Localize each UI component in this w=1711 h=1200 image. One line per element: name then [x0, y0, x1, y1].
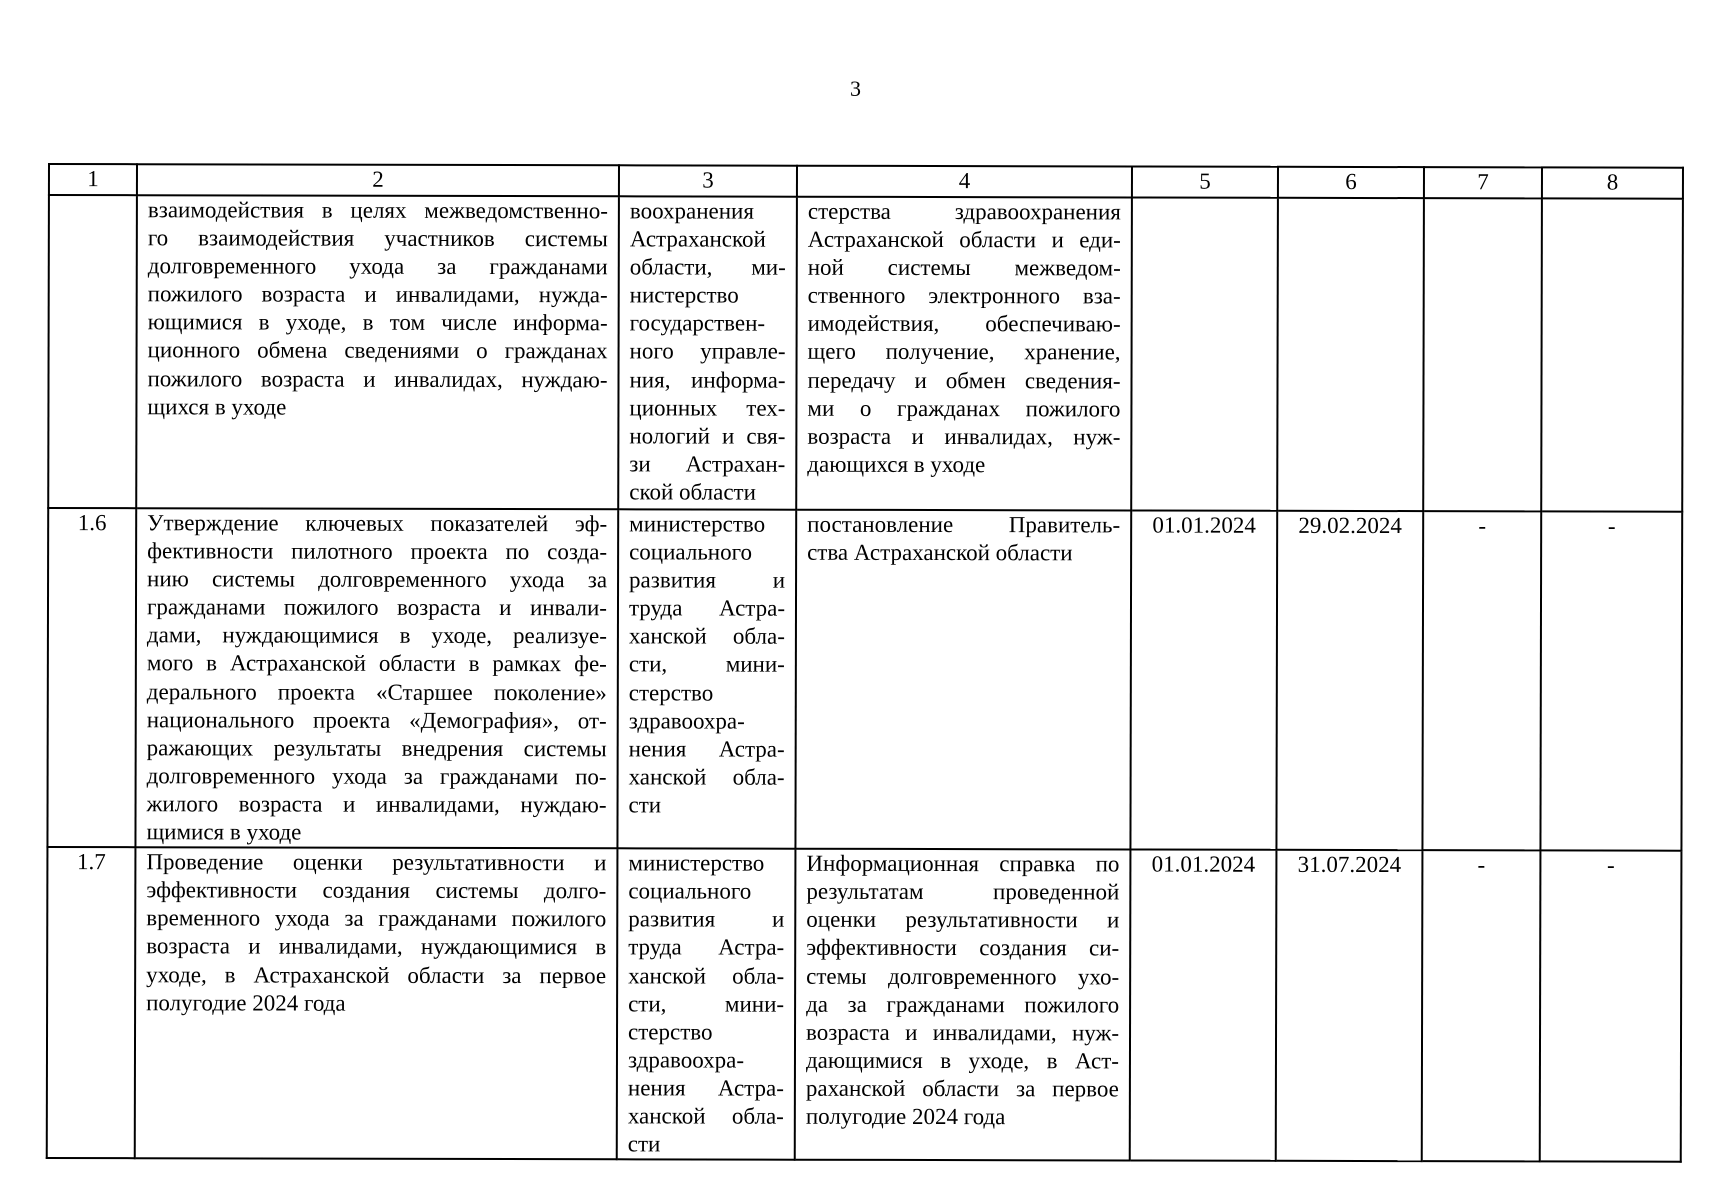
text-line: да за гражданами пожилого	[806, 991, 1120, 1018]
text-line: эффективности создания си-	[806, 935, 1120, 961]
text-line: полугодие 2024 года	[146, 989, 346, 1016]
cont-description-cell	[136, 195, 619, 509]
cont-number-cell	[48, 195, 137, 508]
cont-responsible-text	[629, 197, 786, 506]
text-line: стерство	[628, 1019, 713, 1045]
text-line: гражданами пожилого возраста и инвали-	[146, 594, 608, 621]
row-description-text	[146, 509, 607, 847]
cont-end-date-cell	[1277, 198, 1424, 511]
row-col8: -	[1540, 851, 1682, 1162]
row-col7: -	[1422, 511, 1541, 850]
text-line: имодействия, обеспечиваю-	[807, 311, 1121, 337]
header-col-5: 5	[1132, 166, 1278, 197]
header-col-2: 2	[137, 164, 619, 196]
row-result-cell	[795, 849, 1131, 1161]
header-col-8: 8	[1542, 167, 1683, 198]
text-line: результатам проведенной	[806, 878, 1120, 905]
header-col-1: 1	[49, 164, 137, 195]
row-responsible-cell	[617, 509, 796, 849]
cont-start-date-cell	[1131, 197, 1278, 510]
text-line: ного управле-	[629, 338, 786, 365]
text-line: ской области	[629, 479, 756, 505]
text-line: сти, мини-	[628, 990, 785, 1017]
text-line: развития и	[629, 567, 786, 593]
row-start-date: 01.01.2024	[1130, 510, 1277, 849]
table-header-row	[49, 164, 1683, 199]
row-end-date: 29.02.2024	[1276, 511, 1423, 850]
text-line: ми о гражданах пожилого	[807, 395, 1121, 422]
text-line: государствен-	[629, 310, 766, 337]
header-col-6: 6	[1278, 167, 1424, 198]
cont-result-text	[807, 198, 1121, 480]
text-line: ханской обла-	[628, 764, 785, 790]
row-responsible-cell	[617, 848, 796, 1159]
cont-description-text	[147, 196, 608, 422]
table-row-continuation	[48, 195, 1683, 512]
text-line: нию системы долговременного ухода за	[147, 566, 608, 593]
text-line: стерства здравоохранения	[807, 198, 1121, 225]
text-line: возраста и инвалидами, нуждающимися в	[146, 933, 607, 960]
text-line: го взаимодействия участников системы	[147, 225, 608, 252]
row-result-text	[806, 850, 1120, 1132]
text-line: стерство	[628, 679, 714, 706]
text-line: постановление Правитель-	[807, 511, 1121, 538]
cont-responsible-cell	[618, 196, 797, 509]
text-line: воохранения	[629, 198, 754, 224]
text-line: нения Астра-	[627, 1075, 784, 1101]
text-line: сти	[628, 792, 662, 818]
cont-col8-cell	[1541, 198, 1683, 511]
text-line: пожилого возраста и инвалидах, нуждаю-	[147, 365, 608, 392]
text-line: министерство	[628, 850, 765, 876]
text-line: долговременного ухода за гражданами	[147, 253, 608, 280]
text-line: дающимися в уходе, в Аст-	[805, 1047, 1119, 1074]
header-col-4: 4	[797, 166, 1132, 198]
text-line: ханской обла-	[628, 962, 785, 989]
row-result-text	[807, 511, 1120, 568]
cont-col7-cell	[1423, 198, 1542, 511]
text-line: стемы долговременного ухо-	[806, 963, 1120, 989]
text-line: ционного обмена сведениями о гражданах	[147, 337, 608, 364]
row-number: 1.7	[47, 847, 136, 1158]
table-row	[47, 847, 1682, 1162]
text-line: щимися в уходе	[146, 819, 302, 845]
cont-result-cell	[796, 197, 1132, 511]
text-line: фективности пилотного проекта по созда-	[147, 538, 608, 565]
text-line: мого в Астраханской области в рамках фе-	[146, 650, 607, 677]
text-line: Утверждение ключевых показателей эф-	[147, 510, 608, 537]
text-line: социального	[628, 878, 752, 904]
row-description-text	[146, 848, 606, 1018]
row-col8: -	[1540, 511, 1682, 850]
text-line: ханской обла-	[627, 1103, 784, 1129]
text-line: области, ми-	[629, 254, 786, 280]
text-line: сти	[627, 1131, 661, 1157]
row-responsible-text	[629, 510, 786, 819]
text-line: полугодие 2024 года	[805, 1103, 1006, 1130]
text-line: нистерство	[629, 282, 739, 308]
text-line: развития и	[628, 906, 785, 932]
table-row	[47, 508, 1682, 851]
text-line: дерального проекта «Старшее поколение»	[146, 678, 607, 705]
header-col-3: 3	[619, 165, 797, 196]
text-line: социального	[629, 539, 753, 565]
header-col-7: 7	[1424, 167, 1542, 198]
text-line: эффективности создания системы долго-	[146, 877, 607, 904]
text-line: уходе, в Астраханской области за первое	[146, 961, 607, 988]
text-line: раханской области за первое	[805, 1075, 1119, 1102]
text-line: национального проекта «Демография», от-	[146, 706, 607, 733]
text-line: нения Астра-	[628, 736, 785, 762]
text-line: ционных тех-	[629, 394, 786, 421]
text-line: Информационная справка по	[806, 850, 1120, 877]
text-line: дами, нуждающимися в уходе, реализуе-	[146, 622, 607, 649]
text-line: передачу и обмен сведения-	[807, 367, 1121, 393]
text-line: ражающих результаты внедрения системы	[146, 734, 607, 762]
row-col7: -	[1422, 850, 1541, 1161]
text-line: возраста и инвалидами, нуж-	[806, 1019, 1120, 1046]
text-line: щего получение, хранение,	[807, 339, 1121, 365]
text-line: Астраханской области и еди-	[807, 226, 1121, 253]
row-description-cell	[135, 847, 618, 1159]
text-line: Астраханской	[629, 226, 766, 252]
text-line: ной системы межведом-	[807, 254, 1121, 281]
text-line: ханской обла-	[628, 623, 785, 650]
text-line: Проведение оценки результативности и	[146, 849, 607, 876]
text-line: здравоохра-	[627, 1047, 745, 1073]
row-description-cell	[135, 508, 618, 848]
text-line: нологий и свя-	[629, 423, 786, 449]
text-line: долговременного ухода за гражданами по-	[146, 763, 607, 790]
row-result-cell	[795, 510, 1131, 850]
text-line: ния, информа-	[629, 366, 786, 393]
text-line: оценки результативности и	[806, 907, 1120, 933]
row-start-date: 01.01.2024	[1130, 850, 1277, 1161]
text-line: ства Астраханской области	[807, 539, 1073, 566]
text-line: ющимися в уходе, в том числе информа-	[147, 309, 608, 336]
text-line: временного ухода за гражданами пожилого	[146, 905, 607, 932]
text-line: пожилого возраста и инвалидами, нужда-	[147, 281, 608, 308]
text-line: сти, мини-	[628, 651, 785, 678]
text-line: труда Астра-	[628, 934, 785, 961]
text-line: жилого возраста и инвалидами, нуждаю-	[146, 791, 607, 818]
text-line: министерство	[629, 511, 766, 537]
text-line: ственного электронного вза-	[807, 283, 1121, 309]
text-line: дающихся в уходе	[807, 451, 986, 477]
text-line: щихся в уходе	[147, 393, 287, 420]
row-end-date: 31.07.2024	[1276, 850, 1423, 1161]
page-number: 3	[850, 76, 861, 101]
text-line: зи Астрахан-	[629, 451, 786, 477]
text-line: возраста и инвалидах, нуж-	[807, 423, 1121, 450]
text-line: взаимодействия в целях межведомственно-	[147, 197, 608, 224]
text-line: здравоохра-	[628, 707, 745, 734]
activity-plan-table	[46, 163, 1684, 1163]
row-responsible-text	[628, 849, 785, 1158]
text-line: труда Астра-	[628, 595, 786, 621]
row-number: 1.6	[47, 508, 136, 847]
